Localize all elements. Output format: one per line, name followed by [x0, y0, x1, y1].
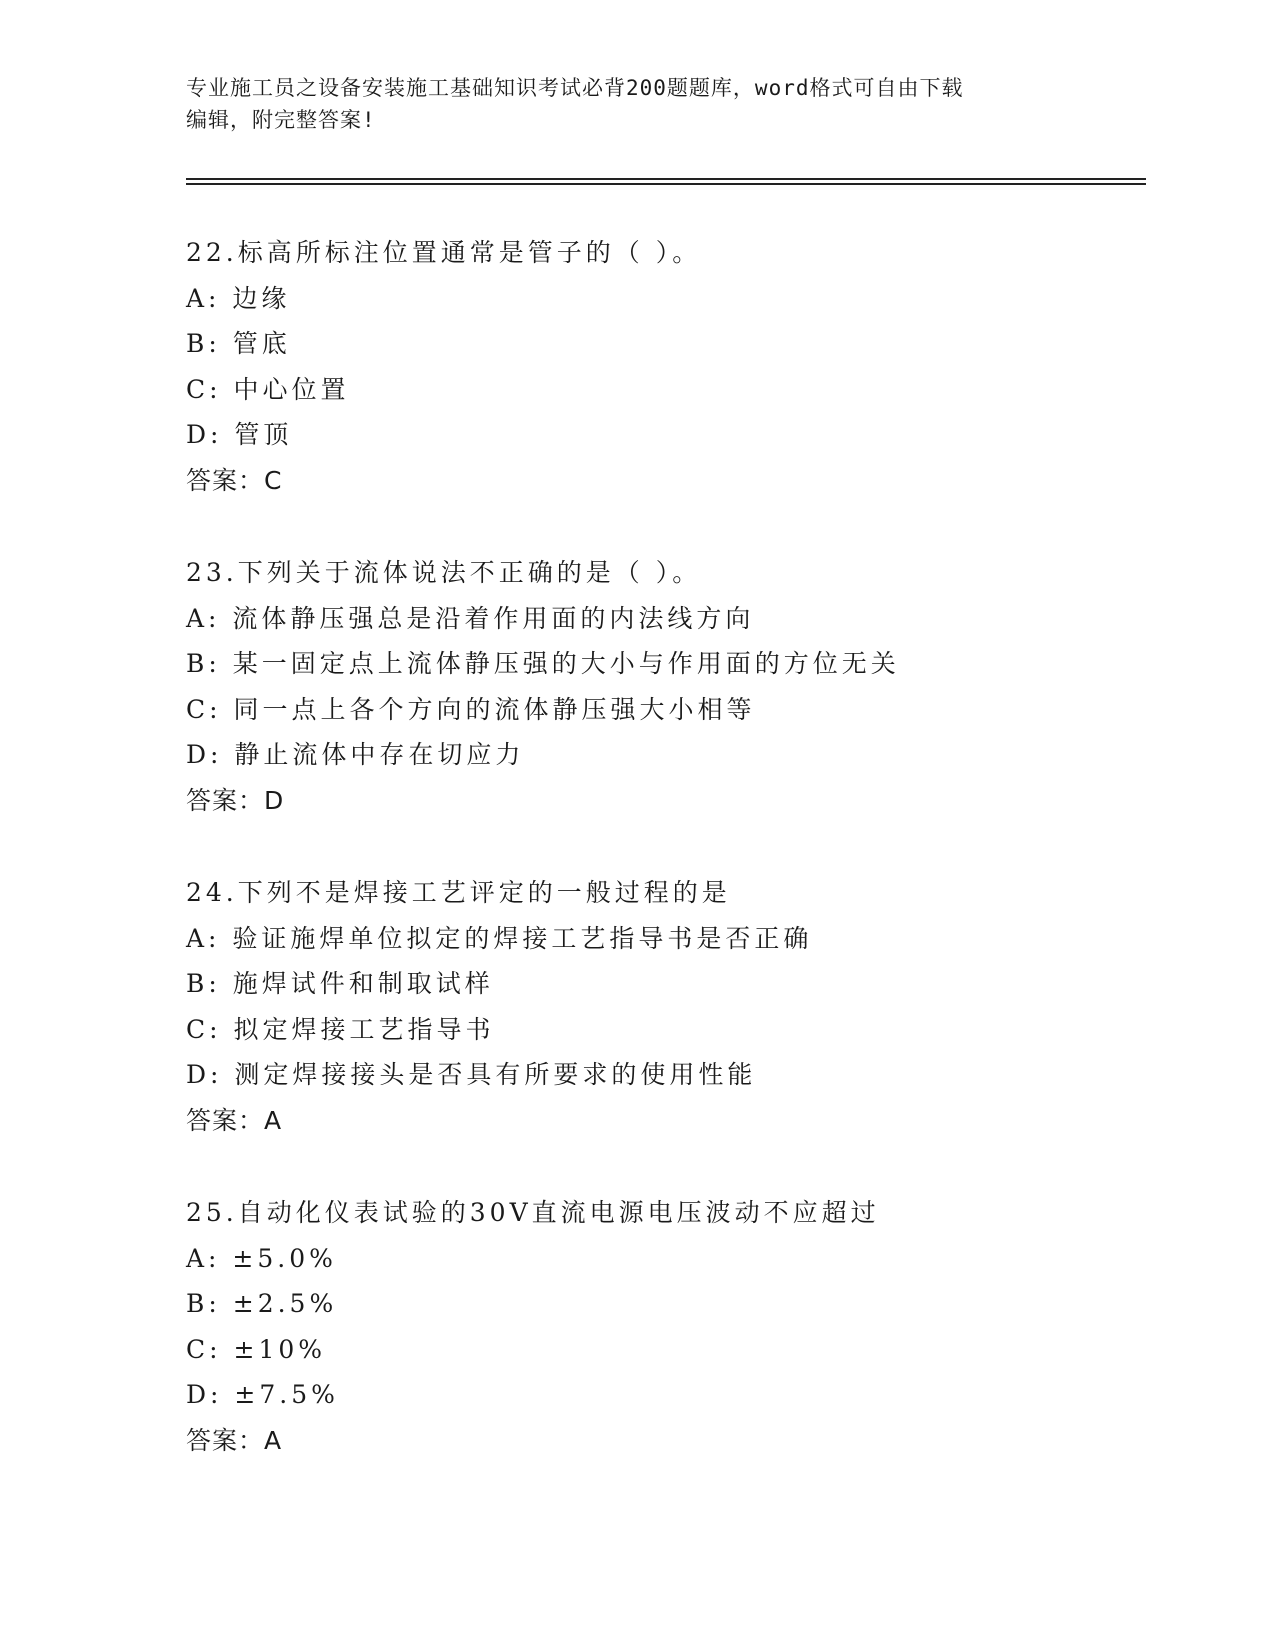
question-stem: 24.下列不是焊接工艺评定的一般过程的是	[186, 878, 731, 907]
question-stem: 22.标高所标注位置通常是管子的（ ）。	[186, 238, 702, 267]
header-line-2: 编辑，附完整答案!	[186, 108, 376, 132]
option-b: B: 管底	[186, 329, 291, 358]
option-c: C: ±10%	[186, 1334, 327, 1364]
option-a: A: 流体静压强总是沿着作用面的内法线方向	[186, 603, 755, 633]
header-divider-top	[186, 178, 1146, 180]
question-22	[186, 230, 1146, 503]
option-b: B: ±2.5%	[186, 1289, 338, 1318]
question-stem: 23.下列关于流体说法不正确的是（ ）。	[186, 558, 702, 587]
header-divider-bottom	[186, 183, 1146, 185]
option-c: C: 同一点上各个方向的流体静压强大小相等	[186, 694, 756, 724]
answer: 答案：C	[186, 465, 283, 495]
option-d: D: 静止流体中存在切应力	[186, 740, 525, 769]
answer: 答案：A	[186, 1425, 283, 1455]
option-d: D: 测定焊接接头是否具有所要求的使用性能	[186, 1060, 757, 1089]
option-b: B: 施焊试件和制取试样	[186, 969, 494, 998]
option-b: B: 某一固定点上流体静压强的大小与作用面的方位无关	[186, 649, 900, 678]
option-c: C: 中心位置	[186, 374, 350, 404]
option-d: D: 管顶	[186, 420, 293, 449]
option-d: D: ±7.5%	[186, 1380, 339, 1409]
question-25	[186, 1190, 1146, 1463]
question-24	[186, 870, 1146, 1143]
answer: 答案：A	[186, 1105, 283, 1135]
question-23	[186, 550, 1146, 823]
option-a: A: ±5.0%	[186, 1243, 337, 1273]
header-line-1: 专业施工员之设备安装施工基础知识考试必背200题题库，word格式可自由下载	[186, 76, 964, 100]
document-header	[186, 72, 1086, 136]
answer: 答案：D	[186, 785, 285, 815]
question-stem: 25.自动化仪表试验的30V直流电源电压波动不应超过	[186, 1198, 880, 1227]
option-a: A: 验证施焊单位拟定的焊接工艺指导书是否正确	[186, 923, 813, 953]
option-c: C: 拟定焊接工艺指导书	[186, 1014, 495, 1044]
option-a: A: 边缘	[186, 283, 291, 313]
